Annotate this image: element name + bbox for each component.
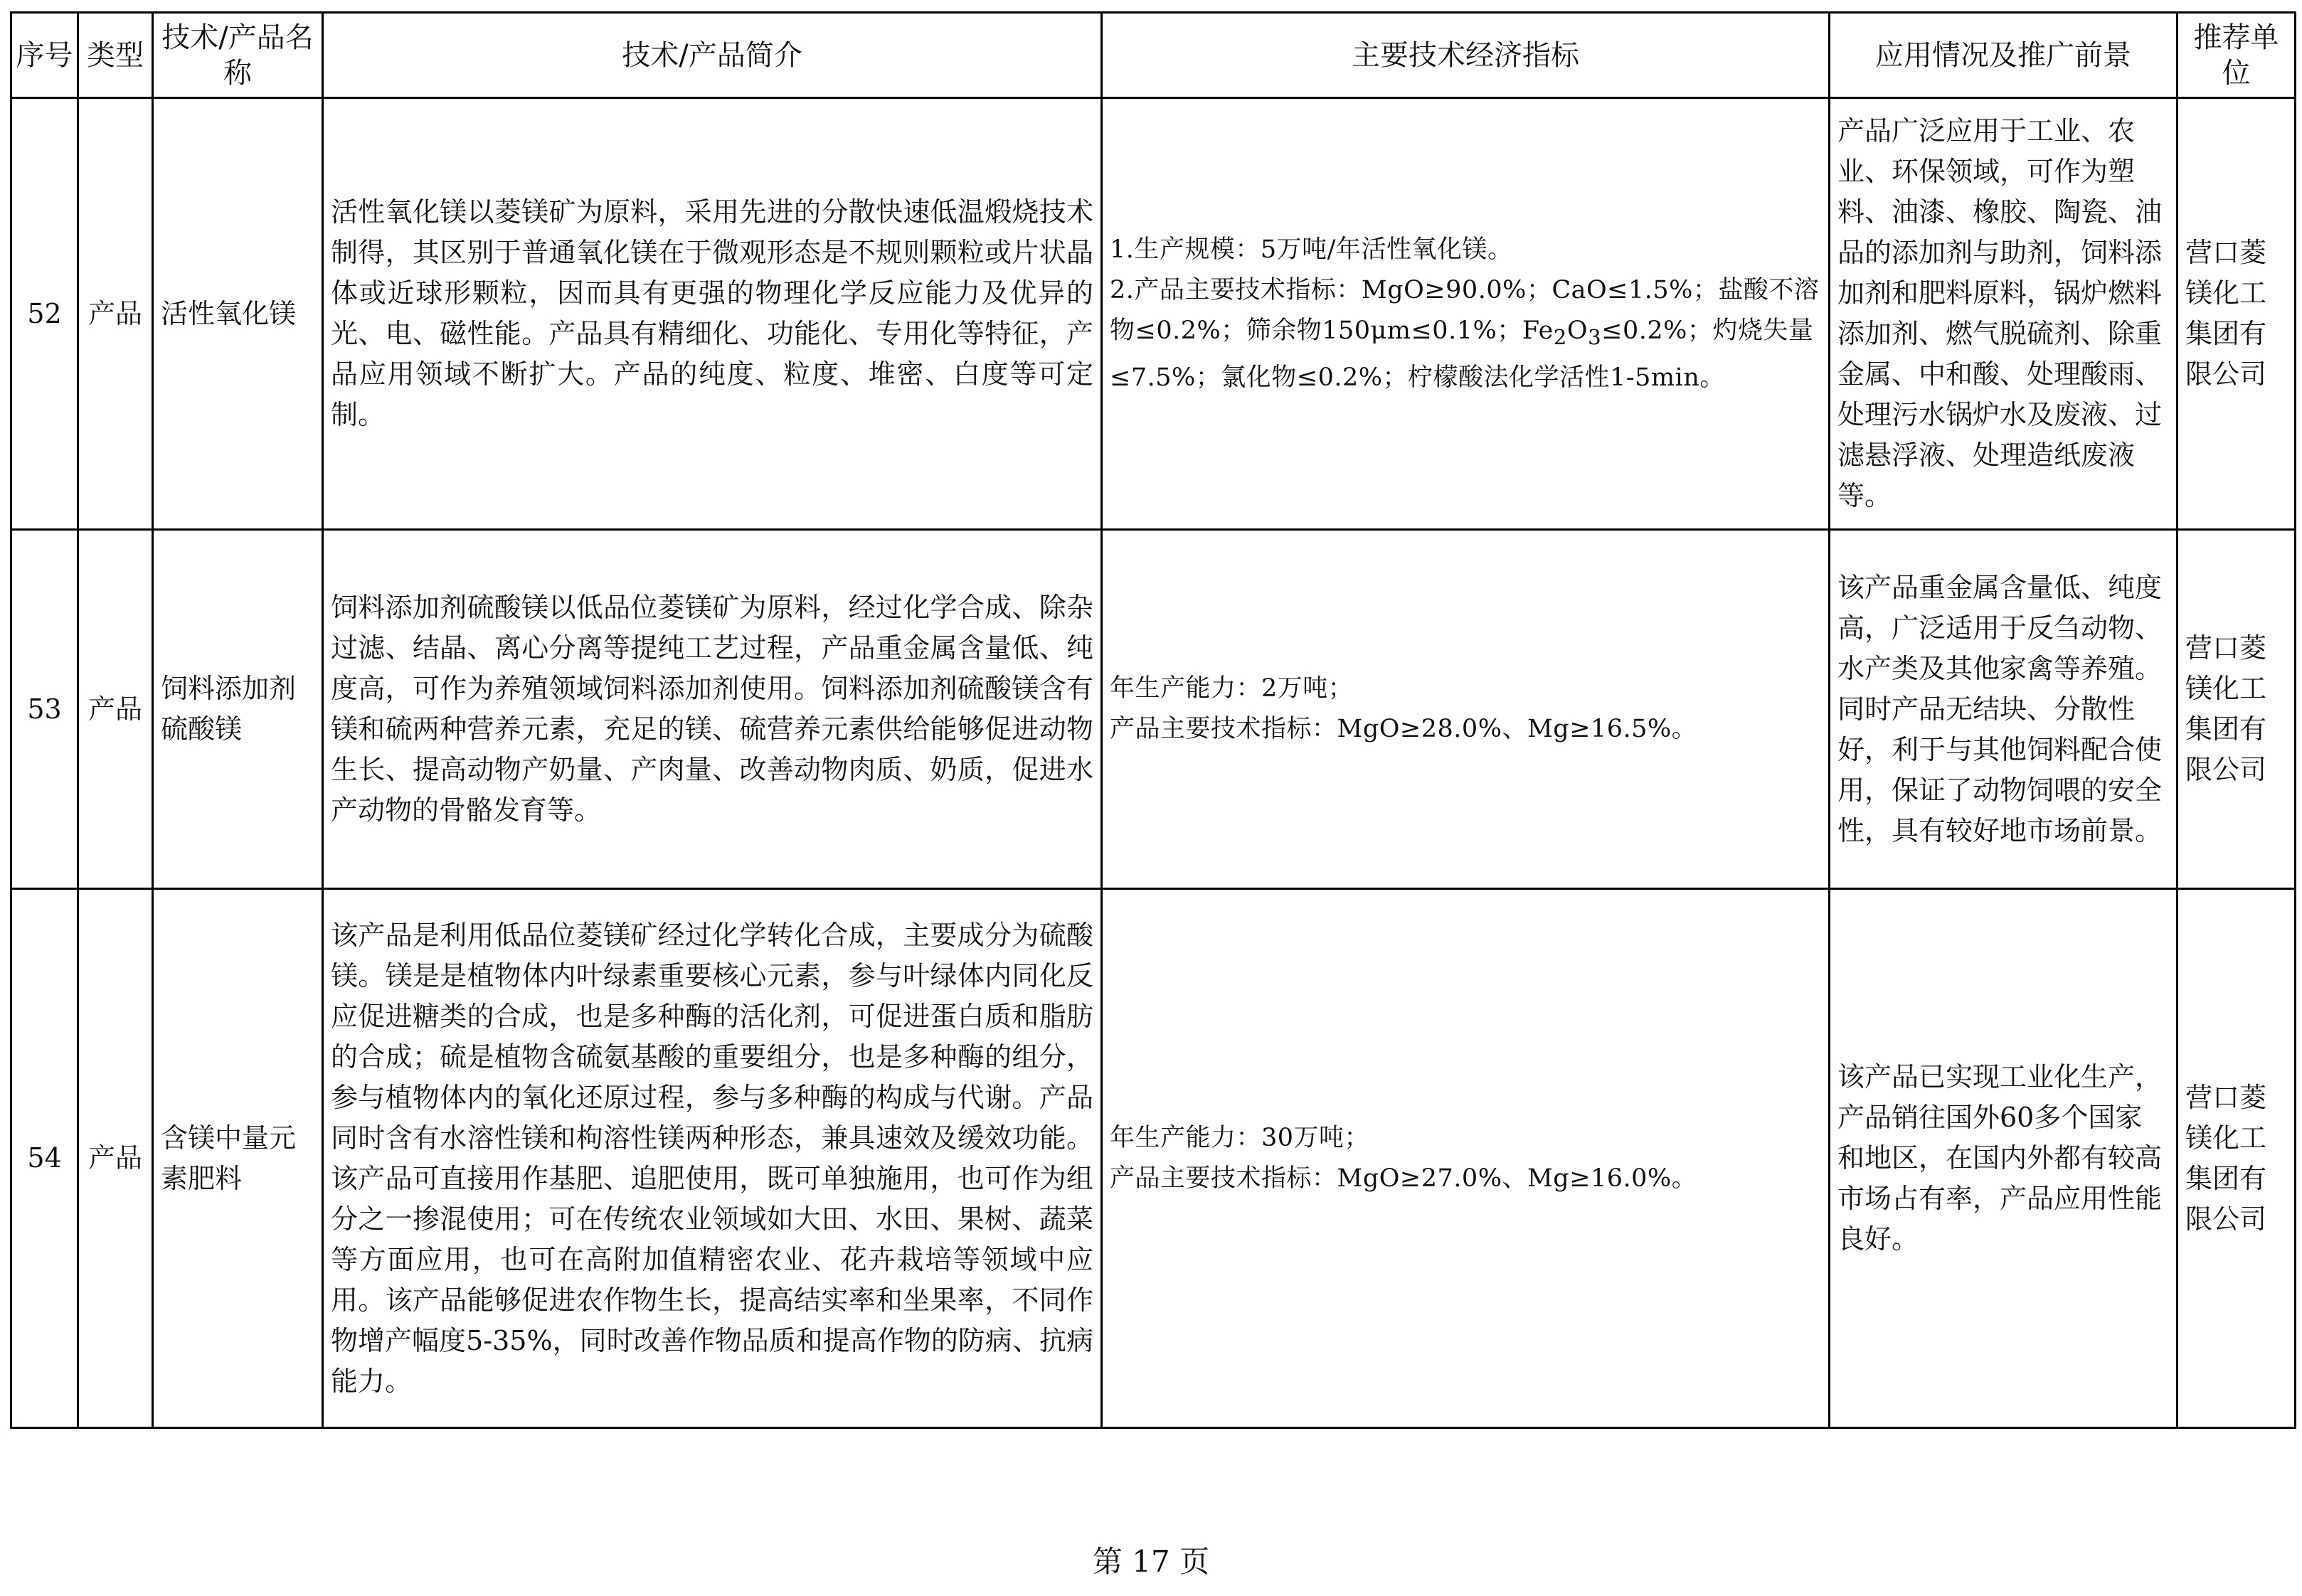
page-number: 第 17 页 [1092,1544,1210,1579]
table-row [11,98,2296,530]
indicator-line: 产品主要技术指标：MgO≥27.0%、Mg≥16.0%。 [1110,1164,1697,1193]
row-type: 产品 [78,98,153,530]
row-application: 该产品已实现工业化生产，产品销往国外60多个国家和地区，在国内外都有较高市场占有率，产品应用性能良好。 [1830,889,2178,1428]
row-recommender: 营口菱镁化工集团有限公司 [2178,889,2296,1428]
indicator-text: ≤0.2%；灼烧失量≤7.5%；氯化物≤0.2%；柠檬酸法化学活性1-5min。 [1110,316,1814,392]
header-type: 类型 [78,13,153,98]
row-indicators [1102,530,1830,889]
technology-product-table [10,11,2296,1429]
header-name: 技术/产品名称 [153,13,323,98]
row-intro: 该产品是利用低品位菱镁矿经过化学转化合成，主要成分为硫酸镁。镁是是植物体内叶绿素重要核心元素，参与叶绿体内同化反应促进糖类的合成，也是多种酶的活化剂，可促进蛋白质和脂肪的合成；硫是植物含硫氨基酸的重要组分，也是多种酶的组分，参与植物体内的氧化还原过程，参与多种酶的构成与代谢。产品同时含有水溶性镁和枸溶性镁两种形态，兼具速效及缓效功能。该产品可直接用作基肥、追肥使用，既可单独施用，也可作为组分之一掺混使用；可在传统农业领域如大田、水田、果树、蔬菜等方面应用，也可在高附加值精密农业、花卉栽培等领域中应用。该产品能够促进农作物生长，提高结实率和坐果率，不同作物增产幅度5-35%，同时改善作物品质和提高作物的防病、抗病能力。 [323,889,1102,1428]
table-row [11,889,2296,1428]
row-indicators [1102,98,1830,530]
header-intro: 技术/产品简介 [323,13,1102,98]
header-seq: 序号 [11,13,78,98]
row-indicators [1102,889,1830,1428]
indicator-text: O [1566,316,1588,345]
row-seq: 54 [11,889,78,1428]
row-name: 活性氧化镁 [153,98,323,530]
indicator-text: 2.产品主要技术指标：MgO≥90.0%；CaO≤1.5%；盐酸不溶物≤0.2%；筛余物150μm≤0.1%；Fe [1110,275,1820,345]
indicator-subscript: 2 [1553,324,1567,349]
header-row [11,13,2296,98]
indicator-line: 年生产能力：2万吨； [1110,674,1354,703]
indicator-line [1110,270,1821,398]
row-intro: 活性氧化镁以菱镁矿为原料，采用先进的分散快速低温煅烧技术制得，其区别于普通氧化镁在于微观形态是不规则颗粒或片状晶体或近球形颗粒，因而具有更强的物理化学反应能力及优异的光、电、磁性能。产品具有精细化、功能化、专用化等特征，产品应用领域不断扩大。产品的纯度、粒度、堆密、白度等可定制。 [323,98,1102,530]
row-intro: 饲料添加剂硫酸镁以低品位菱镁矿为原料，经过化学合成、除杂过滤、结晶、离心分离等提纯工艺过程，产品重金属含量低、纯度高，可作为养殖领域饲料添加剂使用。饲料添加剂硫酸镁含有镁和硫两种营养元素，充足的镁、硫营养元素供给能够促进动物生长、提高动物产奶量、产肉量、改善动物肉质、奶质，促进水产动物的骨骼发育等。 [323,530,1102,889]
indicator-line: 年生产能力：30万吨； [1110,1123,1370,1152]
row-seq: 52 [11,98,78,530]
indicator-line: 产品主要技术指标：MgO≥28.0%、Mg≥16.5%。 [1110,715,1697,743]
row-recommender: 营口菱镁化工集团有限公司 [2178,98,2296,530]
row-application: 该产品重金属含量低、纯度高，广泛适用于反刍动物、水产类及其他家禽等养殖。同时产品无结块、分散性好，利于与其他饲料配合使用，保证了动物饲喂的安全性，具有较好地市场前景。 [1830,530,2178,889]
row-application: 产品广泛应用于工业、农业、环保领域，可作为塑料、油漆、橡胶、陶瓷、油品的添加剂与助剂，饲料添加剂和肥料原料，锅炉燃料添加剂、燃气脱硫剂、除重金属、中和酸、处理酸雨、处理污水锅炉水及废液、过滤悬浮液、处理造纸废液等。 [1830,98,2178,530]
row-type: 产品 [78,889,153,1428]
header-indicators: 主要技术经济指标 [1102,13,1830,98]
header-recommender: 推荐单位 [2178,13,2296,98]
indicator-line: 1.生产规模：5万吨/年活性氧化镁。 [1110,235,1513,264]
table-row [11,530,2296,889]
indicator-subscript: 3 [1588,324,1602,349]
row-seq: 53 [11,530,78,889]
header-application: 应用情况及推广前景 [1830,13,2178,98]
row-type: 产品 [78,530,153,889]
row-recommender: 营口菱镁化工集团有限公司 [2178,530,2296,889]
row-name: 饲料添加剂硫酸镁 [153,530,323,889]
row-name: 含镁中量元素肥料 [153,889,323,1428]
